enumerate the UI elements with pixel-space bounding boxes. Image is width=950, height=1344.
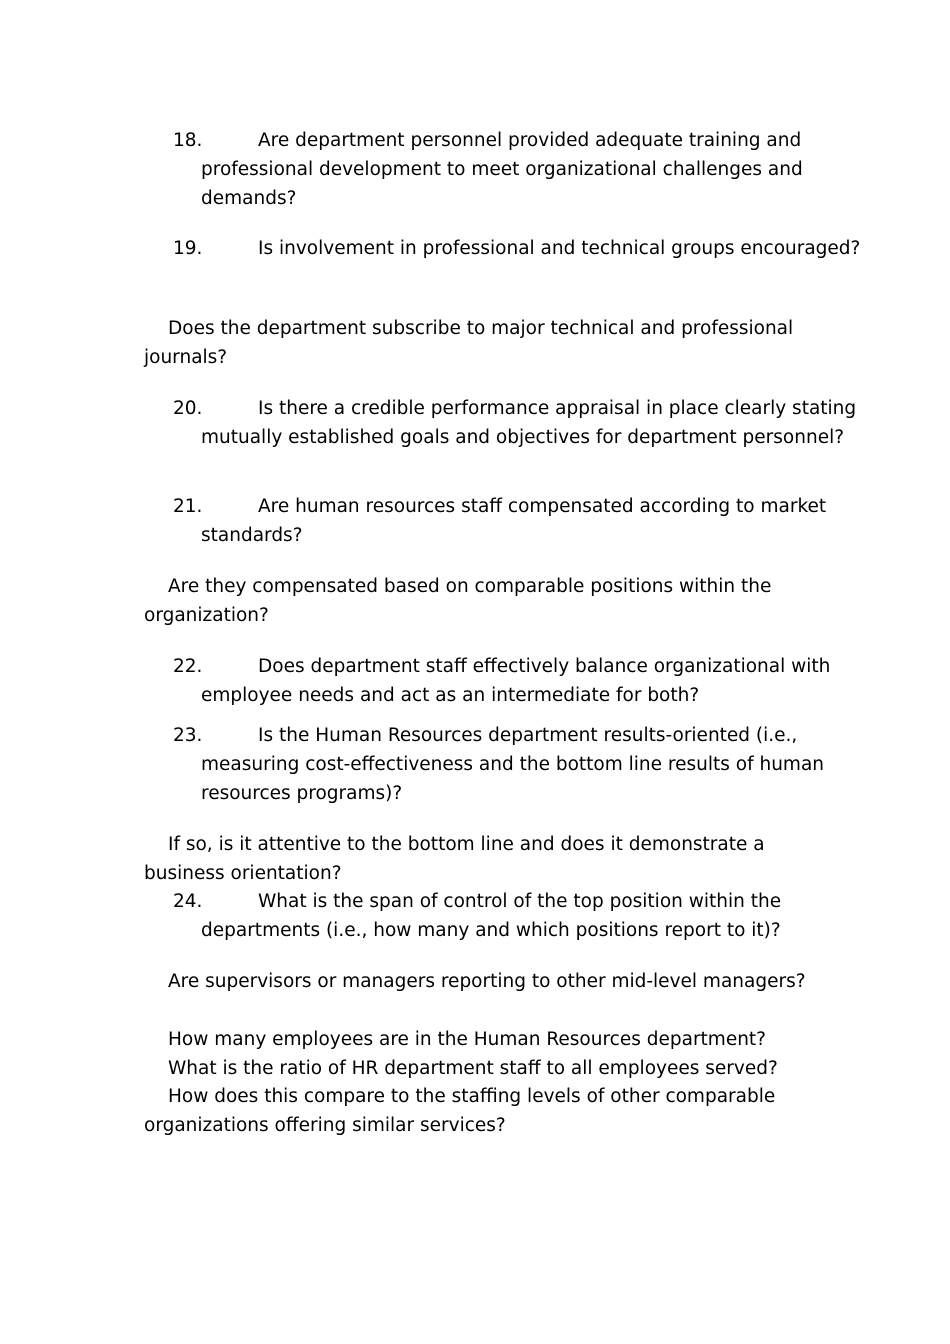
question-19 <box>144 234 881 263</box>
question-21 <box>144 492 881 550</box>
question-number: 22. <box>173 656 203 677</box>
paragraph-bottom-line: If so, is it attentive to the bottom line and does it demonstrate a business orientation? <box>144 834 765 884</box>
paragraph-employee-count: How many employees are in the Human Resources department? <box>168 1029 766 1050</box>
question-text: Is the Human Resources department results-oriented (i.e., measuring cost-effectiveness and the bottom line results of human resources programs)? <box>201 725 825 804</box>
question-text: Is there a credible performance appraisal in place clearly stating mutually established goals and objectives for department personnel? <box>201 398 857 448</box>
question-number: 23. <box>173 725 203 746</box>
question-24 <box>144 887 881 945</box>
paragraph-compensation: Are they compensated based on comparable positions within the organization? <box>144 576 772 626</box>
question-number: 21. <box>173 496 203 517</box>
question-22 <box>144 652 881 710</box>
question-text: Does department staff effectively balance organizational with employee needs and act as an intermediate for both? <box>201 656 831 706</box>
paragraph-staffing-comparison: How does this compare to the staffing levels of other comparable organizations offering similar services? <box>144 1086 776 1136</box>
paragraph-staff-ratio: What is the ratio of HR department staff to all employees served? <box>168 1058 778 1079</box>
paragraph-supervisors: Are supervisors or managers reporting to other mid-level managers? <box>168 971 806 992</box>
question-text: Are department personnel provided adequate training and professional development to meet organizational challenges and demands? <box>201 130 803 209</box>
question-20 <box>144 394 881 452</box>
paragraph-journals: Does the department subscribe to major technical and professional journals? <box>144 318 794 368</box>
question-text: Are human resources staff compensated according to market standards? <box>201 496 827 546</box>
question-text: Is involvement in professional and technical groups encouraged? <box>258 238 861 259</box>
question-number: 18. <box>173 130 203 151</box>
question-text: What is the span of control of the top position within the departments (i.e., how many and which positions report to it)? <box>201 891 782 941</box>
question-number: 19. <box>173 238 203 259</box>
question-number: 20. <box>173 398 203 419</box>
question-18 <box>144 126 881 213</box>
question-23 <box>144 721 881 808</box>
question-number: 24. <box>173 891 203 912</box>
